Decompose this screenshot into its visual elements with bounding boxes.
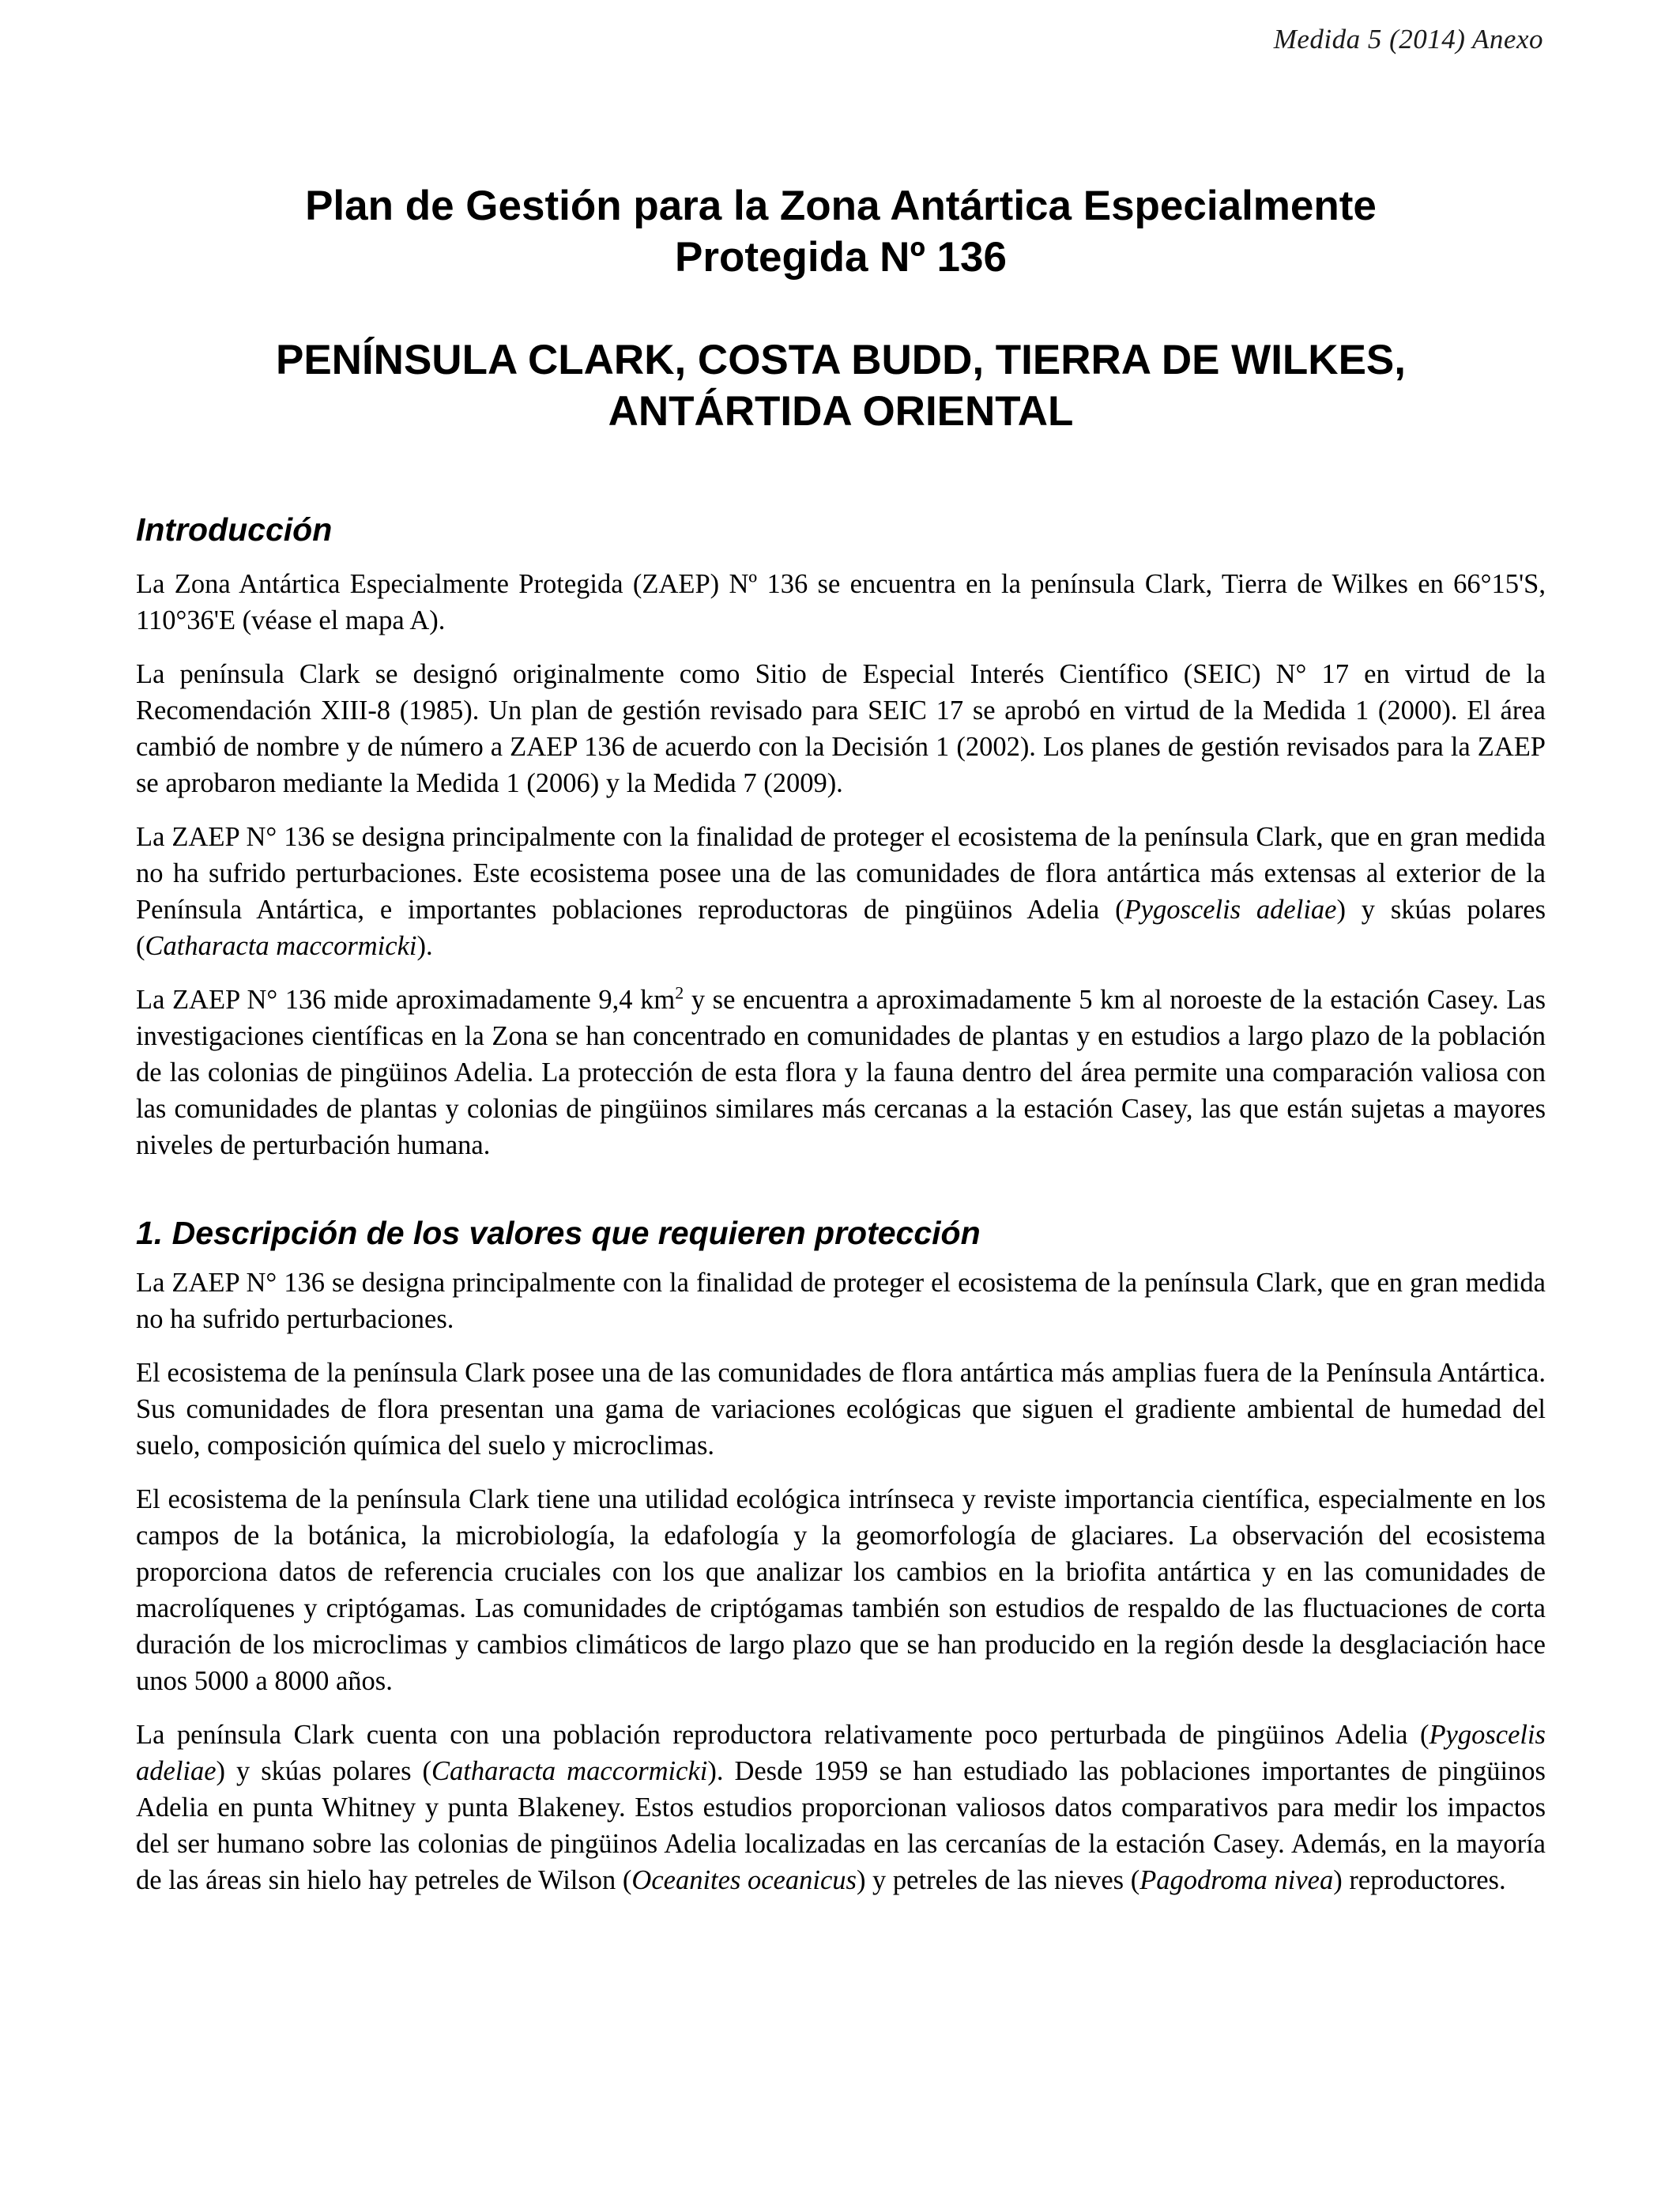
document-title <box>136 180 1546 437</box>
species-name: Pygoscelis adeliae <box>136 1720 1546 1786</box>
species-name: Catharacta maccormicki <box>145 931 417 961</box>
species-name: Catharacta maccormicki <box>431 1756 708 1786</box>
intro-paragraph-3 <box>136 819 1546 964</box>
intro-paragraph-4 <box>136 982 1546 1163</box>
species-name: Oceanites oceanicus <box>631 1865 857 1895</box>
text-run: ) y skúas polares ( <box>136 895 1546 961</box>
section-1-paragraph-2: El ecosistema de la península Clark posee una de las comunidades de flora antártica más amplias fuera de la Península Antártica. Sus comunidades de flora presentan una gama de variaciones ecológicas que siguen el gradiente ambiental de humedad del suelo, composición química del suelo y microclimas. <box>136 1358 1546 1461</box>
text-run: y se encuentra a aproximadamente 5 km al noroeste de la estación Casey. Las investigaciones científicas en la Zona se han concentrado en comunidades de plantas y en estudios a largo plazo de la población de las colonias de pingüinos Adelia. La protección de esta flora y la fauna dentro del área permite una comparación valiosa con las comunidades de plantas y colonias de pingüinos similares más cercanas a la estación Casey, las que están sujetas a mayores niveles de perturbación humana. <box>136 985 1546 1160</box>
text-run: La ZAEP N° 136 mide aproximadamente 9,4 km <box>136 985 676 1015</box>
species-name: Pagodroma nivea <box>1139 1865 1334 1895</box>
subtitle-line: ANTÁRTIDA ORIENTAL <box>608 388 1074 435</box>
section-1-paragraph-3: El ecosistema de la península Clark tiene una utilidad ecológica intrínseca y reviste importancia científica, especialmente en los campos de la botánica, la microbiología, la edafología y la geomorfología de glaciares. La observación del ecosistema proporciona datos de referencia cruciales con los que analizar los cambios en la briofita antártica y en las comunidades de macrolíquenes y criptógamas. Las comunidades de criptógamas también son estudios de respaldo de las fluctuaciones de corta duración de los microclimas y cambios climáticos de largo plazo que se han producido en la región desde la desglaciación hace unos 5000 a 8000 años. <box>136 1484 1546 1696</box>
section-1-heading: 1. Descripción de los valores que requieren protección <box>136 1215 981 1251</box>
intro-paragraph-1: La Zona Antártica Especialmente Protegida (ZAEP) Nº 136 se encuentra en la península Clark, Tierra de Wilkes en 66°15'S, 110°36'E (véase el mapa A). <box>136 569 1546 635</box>
subtitle-line: PENÍNSULA CLARK, COSTA BUDD, TIERRA DE WILKES, <box>275 337 1407 383</box>
superscript: 2 <box>675 982 684 1003</box>
section-1-paragraph-1: La ZAEP N° 136 se designa principalmente con la finalidad de proteger el ecosistema de la península Clark, que en gran medida no ha sufrido perturbaciones. <box>136 1268 1546 1334</box>
text-run: ) y skúas polares ( <box>216 1756 432 1786</box>
text-run: ). Desde 1959 se han estudiado las poblaciones importantes de pingüinos Adelia en punta Whitney y punta Blakeney. Estos estudios proporcionan valiosos datos comparativos para medir los impactos del ser humano sobre las colonias de pingüinos Adelia localizadas en las cercanías de la estación Casey. Además, en la mayoría de las áreas sin hielo hay petreles de Wilson ( <box>136 1756 1546 1895</box>
text-run: ) reproductores. <box>1333 1865 1506 1895</box>
title-line: Plan de Gestión para la Zona Antártica Especialmente <box>305 183 1377 229</box>
text-run: ) y petreles de las nieves ( <box>856 1865 1140 1895</box>
document-reference: Medida 5 (2014) Anexo <box>1273 24 1543 55</box>
intro-heading: Introducción <box>136 511 333 548</box>
document-body <box>136 506 1546 1916</box>
title-line: Protegida Nº 136 <box>675 234 1007 281</box>
species-name: Pygoscelis adeliae <box>1124 895 1337 925</box>
text-run: ). <box>416 931 433 961</box>
text-run: La península Clark cuenta con una población reproductora relativamente poco perturbada de pingüinos Adelia ( <box>136 1720 1430 1750</box>
text-run: La ZAEP N° 136 se designa principalmente con la finalidad de proteger el ecosistema de la península Clark, que en gran medida no ha sufrido perturbaciones. Este ecosistema posee una de las comunidades de flora antártica más extensas al exterior de la Península Antártica, e importantes poblaciones reproductoras de pingüinos Adelia ( <box>136 822 1546 925</box>
intro-paragraph-2: La península Clark se designó originalmente como Sitio de Especial Interés Científico (SEIC) N° 17 en virtud de la Recomendación XIII-8 (1985). Un plan de gestión revisado para SEIC 17 se aprobó en virtud de la Medida 1 (2000). El área cambió de nombre y de número a ZAEP 136 de acuerdo con la Decisión 1 (2002). Los planes de gestión revisados para la ZAEP se aprobaron mediante la Medida 1 (2006) y la Medida 7 (2009). <box>136 659 1546 798</box>
section-1-paragraph-4 <box>136 1717 1546 1898</box>
